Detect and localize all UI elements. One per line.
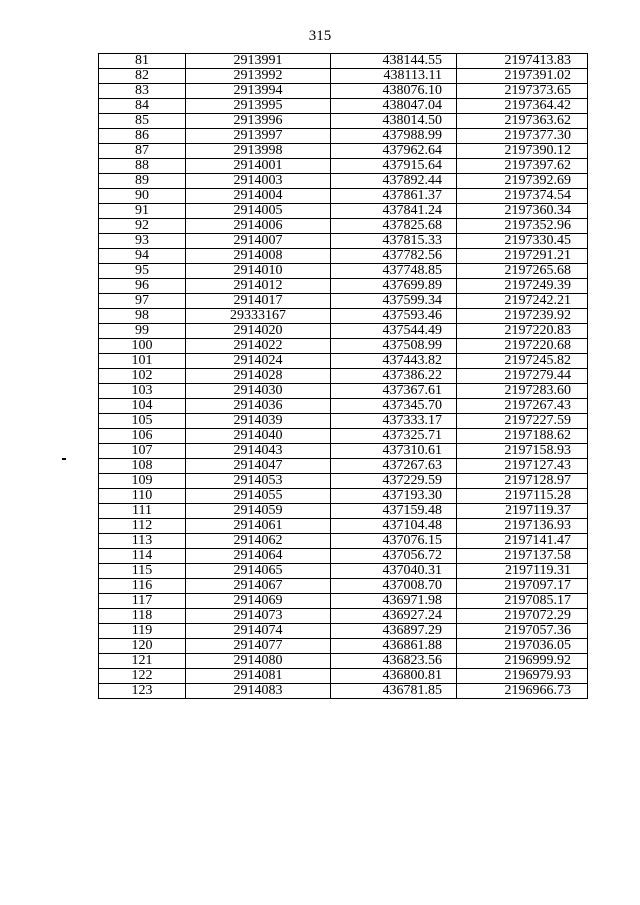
- y-coordinate-cell: 2196999.92: [457, 654, 588, 669]
- x-coordinate-cell: 438113.11: [331, 69, 457, 84]
- y-coordinate-cell: 2197119.37: [457, 504, 588, 519]
- table-row: [99, 609, 588, 624]
- table-row: [99, 279, 588, 294]
- y-coordinate-cell: 2197097.17: [457, 579, 588, 594]
- row-index-cell: 88: [99, 159, 186, 174]
- x-coordinate-cell: 437443.82: [331, 354, 457, 369]
- table-row: [99, 264, 588, 279]
- x-coordinate-cell: 437861.37: [331, 189, 457, 204]
- row-index-cell: 91: [99, 204, 186, 219]
- x-coordinate-cell: 437056.72: [331, 549, 457, 564]
- y-coordinate-cell: 2197374.54: [457, 189, 588, 204]
- point-id-cell: 2914024: [186, 354, 331, 369]
- row-index-cell: 93: [99, 234, 186, 249]
- table-row: [99, 54, 588, 69]
- point-id-cell: 2914069: [186, 594, 331, 609]
- point-id-cell: 2914064: [186, 549, 331, 564]
- x-coordinate-cell: 437508.99: [331, 339, 457, 354]
- row-index-cell: 114: [99, 549, 186, 564]
- y-coordinate-cell: 2197072.29: [457, 609, 588, 624]
- x-coordinate-cell: 437386.22: [331, 369, 457, 384]
- y-coordinate-cell: 2197330.45: [457, 234, 588, 249]
- page-number: 315: [308, 28, 332, 44]
- row-index-cell: 87: [99, 144, 186, 159]
- table-row: [99, 579, 588, 594]
- point-id-cell: 2914012: [186, 279, 331, 294]
- row-index-cell: 84: [99, 99, 186, 114]
- x-coordinate-cell: 437825.68: [331, 219, 457, 234]
- table-row: [99, 309, 588, 324]
- row-index-cell: 123: [99, 684, 186, 699]
- y-coordinate-cell: 2197283.60: [457, 384, 588, 399]
- y-coordinate-cell: 2197377.30: [457, 129, 588, 144]
- row-index-cell: 118: [99, 609, 186, 624]
- row-index-cell: 102: [99, 369, 186, 384]
- row-index-cell: 97: [99, 294, 186, 309]
- table-row: [99, 564, 588, 579]
- coordinates-table: [98, 53, 588, 699]
- x-coordinate-cell: 437699.89: [331, 279, 457, 294]
- table-row: [99, 429, 588, 444]
- x-coordinate-cell: 437593.46: [331, 309, 457, 324]
- point-id-cell: 2914053: [186, 474, 331, 489]
- x-coordinate-cell: 438144.55: [331, 54, 457, 69]
- point-id-cell: 2914006: [186, 219, 331, 234]
- point-id-cell: 2914040: [186, 429, 331, 444]
- y-coordinate-cell: 2197057.36: [457, 624, 588, 639]
- y-coordinate-cell: 2197227.59: [457, 414, 588, 429]
- y-coordinate-cell: 2197119.31: [457, 564, 588, 579]
- y-coordinate-cell: 2197267.43: [457, 399, 588, 414]
- table-row: [99, 534, 588, 549]
- point-id-cell: 2914083: [186, 684, 331, 699]
- x-coordinate-cell: 436897.29: [331, 624, 457, 639]
- row-index-cell: 116: [99, 579, 186, 594]
- table-row: [99, 444, 588, 459]
- row-index-cell: 98: [99, 309, 186, 324]
- x-coordinate-cell: 437599.34: [331, 294, 457, 309]
- margin-mark: [62, 458, 66, 460]
- table-row: [99, 174, 588, 189]
- point-id-cell: 2914065: [186, 564, 331, 579]
- x-coordinate-cell: 438014.50: [331, 114, 457, 129]
- y-coordinate-cell: 2197352.96: [457, 219, 588, 234]
- x-coordinate-cell: 436861.88: [331, 639, 457, 654]
- row-index-cell: 121: [99, 654, 186, 669]
- point-id-cell: 2914030: [186, 384, 331, 399]
- x-coordinate-cell: 437076.15: [331, 534, 457, 549]
- point-id-cell: 2913994: [186, 84, 331, 99]
- point-id-cell: 2914039: [186, 414, 331, 429]
- point-id-cell: 2914003: [186, 174, 331, 189]
- table-row: [99, 369, 588, 384]
- row-index-cell: 111: [99, 504, 186, 519]
- y-coordinate-cell: 2197265.68: [457, 264, 588, 279]
- row-index-cell: 109: [99, 474, 186, 489]
- x-coordinate-cell: 436823.56: [331, 654, 457, 669]
- point-id-cell: 2914077: [186, 639, 331, 654]
- table-row: [99, 639, 588, 654]
- y-coordinate-cell: 2196966.73: [457, 684, 588, 699]
- point-id-cell: 2914059: [186, 504, 331, 519]
- table-row: [99, 399, 588, 414]
- row-index-cell: 96: [99, 279, 186, 294]
- row-index-cell: 119: [99, 624, 186, 639]
- y-coordinate-cell: 2197390.12: [457, 144, 588, 159]
- row-index-cell: 117: [99, 594, 186, 609]
- x-coordinate-cell: 437267.63: [331, 459, 457, 474]
- y-coordinate-cell: 2197360.34: [457, 204, 588, 219]
- x-coordinate-cell: 437345.70: [331, 399, 457, 414]
- x-coordinate-cell: 436971.98: [331, 594, 457, 609]
- table-row: [99, 624, 588, 639]
- row-index-cell: 85: [99, 114, 186, 129]
- point-id-cell: 29333167: [186, 309, 331, 324]
- y-coordinate-cell: 2197158.93: [457, 444, 588, 459]
- y-coordinate-cell: 2197128.97: [457, 474, 588, 489]
- point-id-cell: 2914047: [186, 459, 331, 474]
- table-row: [99, 234, 588, 249]
- x-coordinate-cell: 438076.10: [331, 84, 457, 99]
- table-row: [99, 459, 588, 474]
- table-row: [99, 84, 588, 99]
- y-coordinate-cell: 2197220.83: [457, 324, 588, 339]
- y-coordinate-cell: 2197245.82: [457, 354, 588, 369]
- x-coordinate-cell: 437544.49: [331, 324, 457, 339]
- y-coordinate-cell: 2197136.93: [457, 519, 588, 534]
- table-row: [99, 69, 588, 84]
- table-row: [99, 384, 588, 399]
- point-id-cell: 2914080: [186, 654, 331, 669]
- point-id-cell: 2913996: [186, 114, 331, 129]
- row-index-cell: 94: [99, 249, 186, 264]
- y-coordinate-cell: 2197279.44: [457, 369, 588, 384]
- row-index-cell: 99: [99, 324, 186, 339]
- table-row: [99, 339, 588, 354]
- row-index-cell: 113: [99, 534, 186, 549]
- table-row: [99, 519, 588, 534]
- x-coordinate-cell: 436800.81: [331, 669, 457, 684]
- point-id-cell: 2914061: [186, 519, 331, 534]
- point-id-cell: 2914001: [186, 159, 331, 174]
- point-id-cell: 2913995: [186, 99, 331, 114]
- row-index-cell: 90: [99, 189, 186, 204]
- table-row: [99, 489, 588, 504]
- x-coordinate-cell: 437367.61: [331, 384, 457, 399]
- table-row: [99, 159, 588, 174]
- table-row: [99, 474, 588, 489]
- row-index-cell: 110: [99, 489, 186, 504]
- y-coordinate-cell: 2197115.28: [457, 489, 588, 504]
- x-coordinate-cell: 437104.48: [331, 519, 457, 534]
- point-id-cell: 2914028: [186, 369, 331, 384]
- table-row: [99, 669, 588, 684]
- y-coordinate-cell: 2197188.62: [457, 429, 588, 444]
- y-coordinate-cell: 2197392.69: [457, 174, 588, 189]
- point-id-cell: 2914022: [186, 339, 331, 354]
- point-id-cell: 2913997: [186, 129, 331, 144]
- y-coordinate-cell: 2197220.68: [457, 339, 588, 354]
- y-coordinate-cell: 2197364.42: [457, 99, 588, 114]
- table-row: [99, 504, 588, 519]
- y-coordinate-cell: 2197291.21: [457, 249, 588, 264]
- row-index-cell: 120: [99, 639, 186, 654]
- point-id-cell: 2913992: [186, 69, 331, 84]
- point-id-cell: 2914073: [186, 609, 331, 624]
- y-coordinate-cell: 2197036.05: [457, 639, 588, 654]
- y-coordinate-cell: 2196979.93: [457, 669, 588, 684]
- point-id-cell: 2914062: [186, 534, 331, 549]
- point-id-cell: 2914005: [186, 204, 331, 219]
- row-index-cell: 89: [99, 174, 186, 189]
- point-id-cell: 2914020: [186, 324, 331, 339]
- table-row: [99, 324, 588, 339]
- table-row: [99, 354, 588, 369]
- row-index-cell: 92: [99, 219, 186, 234]
- x-coordinate-cell: 437310.61: [331, 444, 457, 459]
- row-index-cell: 95: [99, 264, 186, 279]
- row-index-cell: 100: [99, 339, 186, 354]
- x-coordinate-cell: 436781.85: [331, 684, 457, 699]
- y-coordinate-cell: 2197391.02: [457, 69, 588, 84]
- table-body: [99, 54, 588, 699]
- y-coordinate-cell: 2197127.43: [457, 459, 588, 474]
- y-coordinate-cell: 2197413.83: [457, 54, 588, 69]
- point-id-cell: 2914007: [186, 234, 331, 249]
- y-coordinate-cell: 2197363.62: [457, 114, 588, 129]
- x-coordinate-cell: 436927.24: [331, 609, 457, 624]
- row-index-cell: 101: [99, 354, 186, 369]
- row-index-cell: 115: [99, 564, 186, 579]
- point-id-cell: 2913998: [186, 144, 331, 159]
- point-id-cell: 2914008: [186, 249, 331, 264]
- x-coordinate-cell: 437333.17: [331, 414, 457, 429]
- table-row: [99, 114, 588, 129]
- point-id-cell: 2914074: [186, 624, 331, 639]
- row-index-cell: 81: [99, 54, 186, 69]
- x-coordinate-cell: 438047.04: [331, 99, 457, 114]
- row-index-cell: 103: [99, 384, 186, 399]
- y-coordinate-cell: 2197085.17: [457, 594, 588, 609]
- y-coordinate-cell: 2197141.47: [457, 534, 588, 549]
- point-id-cell: 2914036: [186, 399, 331, 414]
- y-coordinate-cell: 2197397.62: [457, 159, 588, 174]
- table-row: [99, 99, 588, 114]
- table-row: [99, 129, 588, 144]
- point-id-cell: 2914004: [186, 189, 331, 204]
- x-coordinate-cell: 437008.70: [331, 579, 457, 594]
- x-coordinate-cell: 437988.99: [331, 129, 457, 144]
- x-coordinate-cell: 437159.48: [331, 504, 457, 519]
- row-index-cell: 122: [99, 669, 186, 684]
- point-id-cell: 2914043: [186, 444, 331, 459]
- row-index-cell: 83: [99, 84, 186, 99]
- row-index-cell: 108: [99, 459, 186, 474]
- row-index-cell: 104: [99, 399, 186, 414]
- x-coordinate-cell: 437962.64: [331, 144, 457, 159]
- table-row: [99, 249, 588, 264]
- table-row: [99, 144, 588, 159]
- table-row: [99, 654, 588, 669]
- point-id-cell: 2914010: [186, 264, 331, 279]
- x-coordinate-cell: 437040.31: [331, 564, 457, 579]
- x-coordinate-cell: 437782.56: [331, 249, 457, 264]
- table-row: [99, 219, 588, 234]
- row-index-cell: 86: [99, 129, 186, 144]
- point-id-cell: 2914017: [186, 294, 331, 309]
- y-coordinate-cell: 2197239.92: [457, 309, 588, 324]
- x-coordinate-cell: 437229.59: [331, 474, 457, 489]
- row-index-cell: 106: [99, 429, 186, 444]
- table-row: [99, 684, 588, 699]
- y-coordinate-cell: 2197249.39: [457, 279, 588, 294]
- row-index-cell: 107: [99, 444, 186, 459]
- row-index-cell: 112: [99, 519, 186, 534]
- x-coordinate-cell: 437193.30: [331, 489, 457, 504]
- point-id-cell: 2914081: [186, 669, 331, 684]
- table-row: [99, 294, 588, 309]
- x-coordinate-cell: 437892.44: [331, 174, 457, 189]
- point-id-cell: 2913991: [186, 54, 331, 69]
- x-coordinate-cell: 437915.64: [331, 159, 457, 174]
- point-id-cell: 2914067: [186, 579, 331, 594]
- y-coordinate-cell: 2197373.65: [457, 84, 588, 99]
- x-coordinate-cell: 437748.85: [331, 264, 457, 279]
- table-row: [99, 204, 588, 219]
- row-index-cell: 82: [99, 69, 186, 84]
- table-row: [99, 414, 588, 429]
- table-row: [99, 189, 588, 204]
- x-coordinate-cell: 437841.24: [331, 204, 457, 219]
- row-index-cell: 105: [99, 414, 186, 429]
- x-coordinate-cell: 437325.71: [331, 429, 457, 444]
- y-coordinate-cell: 2197137.58: [457, 549, 588, 564]
- point-id-cell: 2914055: [186, 489, 331, 504]
- x-coordinate-cell: 437815.33: [331, 234, 457, 249]
- table-row: [99, 549, 588, 564]
- table-row: [99, 594, 588, 609]
- y-coordinate-cell: 2197242.21: [457, 294, 588, 309]
